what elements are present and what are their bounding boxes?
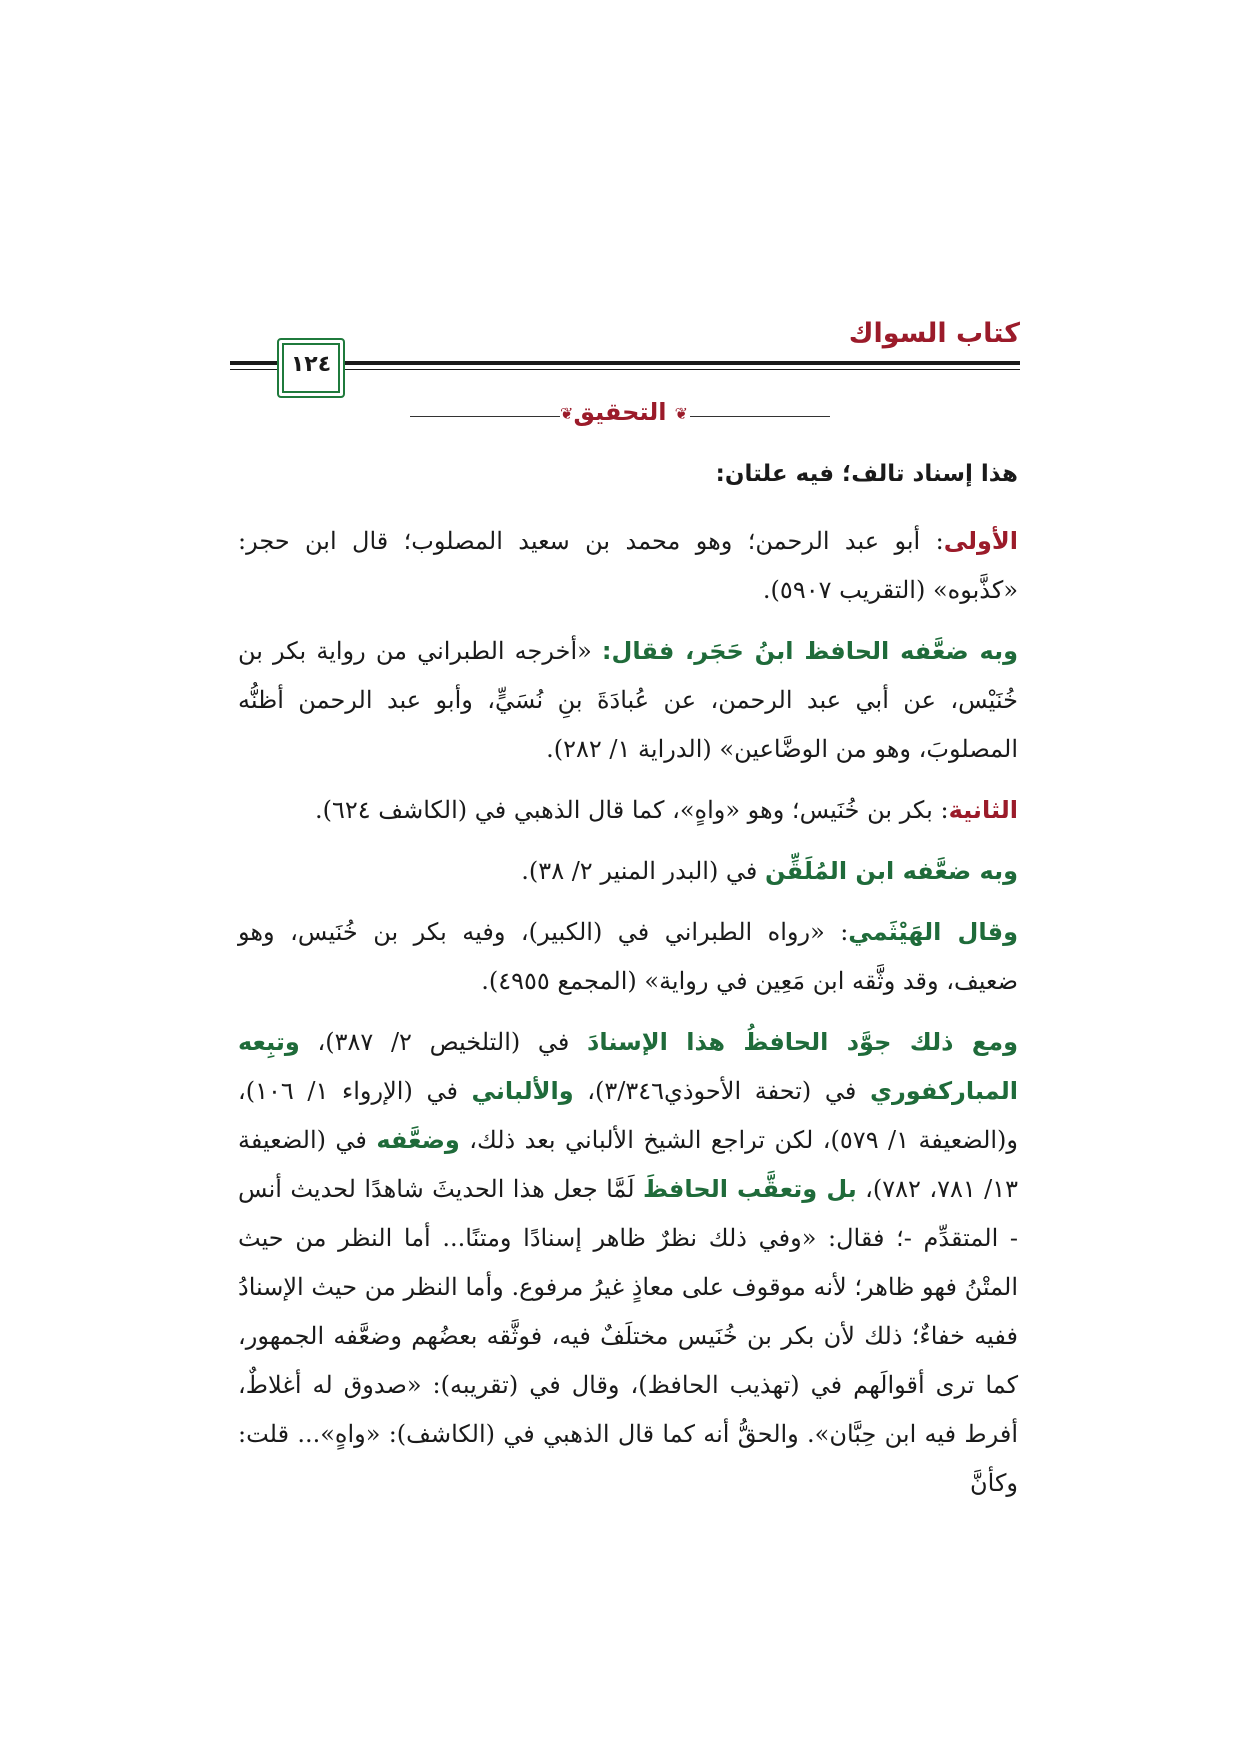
intro-line: هذا إسناد تالف؛ فيه علتان: xyxy=(715,461,1018,487)
header-rule-thin xyxy=(230,369,1020,370)
highlight-mubarakfuri: وتبِعه المباركفوري xyxy=(238,1028,1018,1105)
lead-first: الأولى xyxy=(943,527,1018,555)
ornament-icon: ❦ xyxy=(674,404,688,423)
page-header xyxy=(230,318,1020,378)
paragraph-text: : «رواه الطبراني في (الكبير)، وفيه بكر بن خُنَيس، وهو ضعيف، وقد وثَّقه ابن مَعِين في رواية» (المجمع ٤٩٥٥). xyxy=(238,918,1018,995)
lead-haythami: وقال الهَيْثَمي xyxy=(848,918,1018,946)
lead-tajwid: ومع ذلك جوَّد الحافظُ هذا الإسنادَ xyxy=(587,1028,1018,1056)
paragraph-text: في (البدر المنير ٢/ ٣٨). xyxy=(521,857,766,885)
paragraph-text: لَمَّا جعل هذا الحديثَ شاهدًا لحديث أنس - المتقدِّم -؛ فقال: «وفي ذلك نظرٌ ظاهر إسنادًا ومتنًا... أما النظر من حيث المتْنُ فهو ظاهر؛ لأنه موقوف على معاذٍ غيرُ مرفوع. وأما النظر من حيث الإسنادُ ففيه خفاءٌ؛ ذلك لأن بكر بن خُنَيس مختلَفٌ فيه، فوثَّقه بعضُهم وضعَّفه الجمهور، كما ترى أقوالَهم في (تهذيب الحافظ)، وقال في (تقريبه): «صدوق له أغلاطٌ، أفرط فيه ابن حِبَّان». والحقُّ أنه كما قال الذهبي في (الكاشف): «واهٍ»... قلت: وكأنَّ xyxy=(238,1175,1019,1497)
paragraph-ibn-mulaqqin xyxy=(238,847,1018,896)
page-number: ١٢٤ xyxy=(290,352,332,377)
paragraph-second-defect xyxy=(238,786,1018,835)
header-rule-thick xyxy=(230,361,1020,365)
paragraph-ibn-hajar xyxy=(238,627,1018,774)
lead-ibn-mulaqqin: وبه ضعَّفه ابن المُلَقِّن xyxy=(765,857,1018,885)
page-body xyxy=(238,450,1018,1520)
highlight-albani: والألباني xyxy=(471,1077,574,1105)
paragraph-haythami xyxy=(238,908,1018,1006)
book-title: كتاب السواك xyxy=(848,318,1020,349)
paragraph-text: في (تحفة الأحوذي٣/٣٤٦)، xyxy=(573,1077,870,1105)
paragraph-tajwid xyxy=(238,1018,1018,1508)
lead-ibn-hajar: وبه ضعَّفه الحافظ ابنُ حَجَر، فقال: xyxy=(601,637,1018,665)
paragraph-text: : أبو عبد الرحمن؛ وهو محمد بن سعيد المصلوب؛ قال ابن حجر: «كذَّبوه» (التقريب ٥٩٠٧). xyxy=(238,527,1018,604)
page-number-frame xyxy=(277,338,345,398)
paragraph-text: «أخرجه الطبراني من رواية بكر بن خُنَيْس، عن أبي عبد الرحمن، عن عُبادَةَ بنِ نُسَيٍّ، وأبو عبد الرحمن أظنُّه المصلوبَ، وهو من الوضَّاعين» (الدراية ١/ ٢٨٢). xyxy=(238,637,1018,763)
highlight-critique: بل وتعقَّب الحافظَ xyxy=(642,1175,857,1203)
paragraph-text: : بكر بن خُنَيس؛ وهو «واهٍ»، كما قال الذهبي في (الكاشف ٦٢٤). xyxy=(314,796,949,824)
ornament-icon: ❦ xyxy=(560,404,574,423)
paragraph-text: في (الضعيفة ١٣/ ٧٨١، ٧٨٢)، xyxy=(238,1126,1019,1203)
highlight-weakened: وضعَّفه xyxy=(376,1126,460,1154)
section-title: التحقيق xyxy=(573,398,667,426)
paragraph-text: في (التلخيص ٢/ ٣٨٧)، xyxy=(299,1028,588,1056)
paragraph-text: في (الإرواء ١/ ١٠٦)، و(الضعيفة ١/ ٥٧٩)، لكن تراجع الشيخ الألباني بعد ذلك، xyxy=(238,1077,1019,1154)
paragraph-first-defect xyxy=(238,517,1018,615)
lead-second: الثانية xyxy=(948,796,1018,824)
section-rule-right xyxy=(690,416,830,417)
section-heading xyxy=(410,398,830,432)
